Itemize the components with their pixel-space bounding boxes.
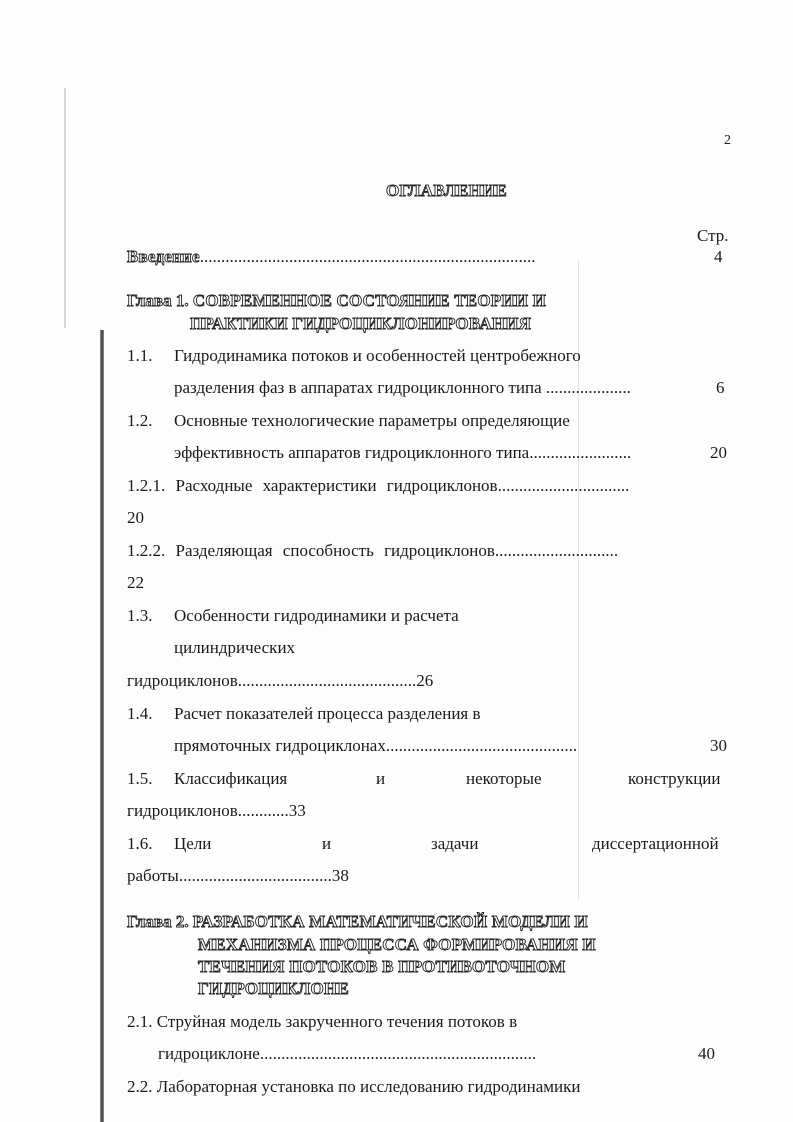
toc-entry-2-2-line1[interactable]: 2.2. Лабораторная установка по исследованию гидродинамики (127, 1077, 581, 1096)
toc-entry-1-2-number: 1.2. (127, 411, 153, 430)
toc-entry-1-3-text: гидроциклонов (127, 671, 238, 690)
toc-entry-1-1-number: 1.1. (127, 346, 153, 365)
chapter1-title-line1: СОВРЕМЕННОЕ СОСТОЯНИЕ ТЕОРИИ И (192, 291, 547, 310)
chapter2-label: Глава 2. (127, 912, 189, 931)
toc-leader-dots: ........................ (529, 443, 632, 462)
toc-entry-1-2-2[interactable] (127, 541, 618, 561)
toc-entry-1-2-1-page: 20 (127, 508, 144, 527)
toc-leader-dots: ............................... (497, 476, 630, 495)
toc-entry-1-6-word1[interactable]: Цели (174, 834, 212, 853)
toc-entry-1-5-text: гидроциклонов (127, 801, 238, 820)
toc-entry-1-5-word4[interactable]: конструкции (628, 769, 721, 788)
toc-leader-dots: ............ (237, 801, 289, 820)
toc-entry-2-1-page: 40 (698, 1044, 715, 1063)
toc-entry-1-2-1[interactable] (127, 476, 629, 496)
chapter2-title-line4: ГИДРОЦИКЛОНЕ (198, 979, 349, 998)
toc-entry-1-1-text: разделения фаз в аппаратах гидроциклонного типа (174, 378, 542, 397)
toc-leader-dots: ............................................................................... (199, 247, 536, 266)
toc-entry-1-2-2-text: 1.2.2. Разделяющая способность гидроциклонов (127, 541, 495, 560)
toc-entry-intro-page: 4 (714, 247, 723, 266)
toc-leader-dots: ................................................................. (259, 1044, 537, 1063)
toc-leader-dots: ............................. (494, 541, 619, 560)
page-title: ОГЛАВЛЕНИЕ (386, 181, 507, 200)
toc-entry-1-5-word3[interactable]: некоторые (466, 769, 542, 788)
chapter2-title-line2: МЕХАНИЗМА ПРОЦЕССА ФОРМИРОВАНИЯ И (198, 935, 596, 954)
toc-entry-1-5-number: 1.5. (127, 769, 153, 788)
toc-entry-1-5-line2[interactable] (127, 801, 306, 821)
toc-entry-2-1-text: гидроциклоне (158, 1044, 260, 1063)
toc-entry-1-6-word2[interactable]: и (322, 834, 332, 853)
chapter2-title-line1: РАЗРАБОТКА МАТЕМАТИЧЕСКОЙ МОДЕЛИ И (192, 912, 588, 931)
toc-entry-1-6-line2[interactable] (127, 866, 349, 886)
toc-entry-2-1-line2[interactable] (158, 1044, 536, 1064)
toc-entry-1-4-line1[interactable]: Расчет показателей процесса разделения в (174, 704, 481, 723)
toc-entry-1-4-text: прямоточных гидроциклонах (174, 736, 386, 755)
toc-entry-1-2-1-text: 1.2.1. Расходные характеристики гидроциклонов (127, 476, 498, 495)
toc-entry-1-5-page: 33 (288, 801, 306, 820)
page-column-label: Стр. (697, 226, 729, 245)
toc-entry-1-6-number: 1.6. (127, 834, 153, 853)
toc-entry-1-1-line1[interactable]: Гидродинамика потоков и особенностей центробежного (174, 346, 581, 365)
toc-entry-intro-label: Введение (127, 247, 200, 266)
toc-entry-1-2-text: эффективность аппаратов гидроциклонного типа (174, 443, 530, 462)
toc-entry-1-2-line1[interactable]: Основные технологические параметры определяющие (174, 411, 570, 430)
toc-entry-1-3-page: 26 (416, 671, 434, 690)
toc-entry-1-6-word3[interactable]: задачи (431, 834, 479, 853)
toc-entry-1-3-line3[interactable] (127, 671, 433, 691)
toc-entry-1-3-line2[interactable]: цилиндрических (174, 638, 296, 657)
toc-entry-1-4-number: 1.4. (127, 704, 153, 723)
chapter1-heading (127, 290, 546, 312)
chapter2-heading (127, 911, 588, 933)
toc-leader-dots: .................... (545, 378, 631, 397)
toc-entry-1-5-word2[interactable]: и (376, 769, 386, 788)
toc-entry-1-6-page: 38 (331, 866, 349, 885)
toc-entry-1-4-line2[interactable] (174, 736, 577, 756)
toc-entry-1-2-2-page: 22 (127, 573, 144, 592)
chapter1-title-line2: ПРАКТИКИ ГИДРОЦИКЛОНИРОВАНИЯ (190, 314, 532, 333)
toc-leader-dots: .................................... (178, 866, 332, 885)
toc-leader-dots: ............................................. (385, 736, 578, 755)
toc-entry-1-6-word4[interactable]: диссертационной (592, 834, 719, 853)
toc-entry-1-1-line2[interactable] (174, 378, 631, 398)
toc-entry-1-1-page: 6 (716, 378, 725, 397)
toc-entry-intro[interactable] (127, 247, 535, 267)
toc-entry-1-3-line1[interactable]: Особенности гидродинамики и расчета (174, 606, 459, 625)
toc-entry-1-5-word1[interactable]: Классификация (174, 769, 288, 788)
toc-entry-2-1-line1[interactable]: 2.1. Струйная модель закрученного течения потоков в (127, 1012, 518, 1031)
scan-edge-top (64, 88, 66, 328)
scan-binding-edge (100, 330, 104, 1122)
page-number: 2 (724, 133, 731, 148)
toc-entry-1-2-line2[interactable] (174, 443, 631, 463)
toc-entry-1-2-page: 20 (710, 443, 727, 462)
toc-entry-1-3-number: 1.3. (127, 606, 153, 625)
chapter1-label: Глава 1. (127, 291, 189, 310)
toc-entry-1-6-text: работы (127, 866, 179, 885)
toc-leader-dots: .......................................... (237, 671, 417, 690)
chapter2-title-line3: ТЕЧЕНИЯ ПОТОКОВ В ПРОТИВОТОЧНОМ (198, 957, 566, 976)
toc-entry-1-4-page: 30 (710, 736, 727, 755)
